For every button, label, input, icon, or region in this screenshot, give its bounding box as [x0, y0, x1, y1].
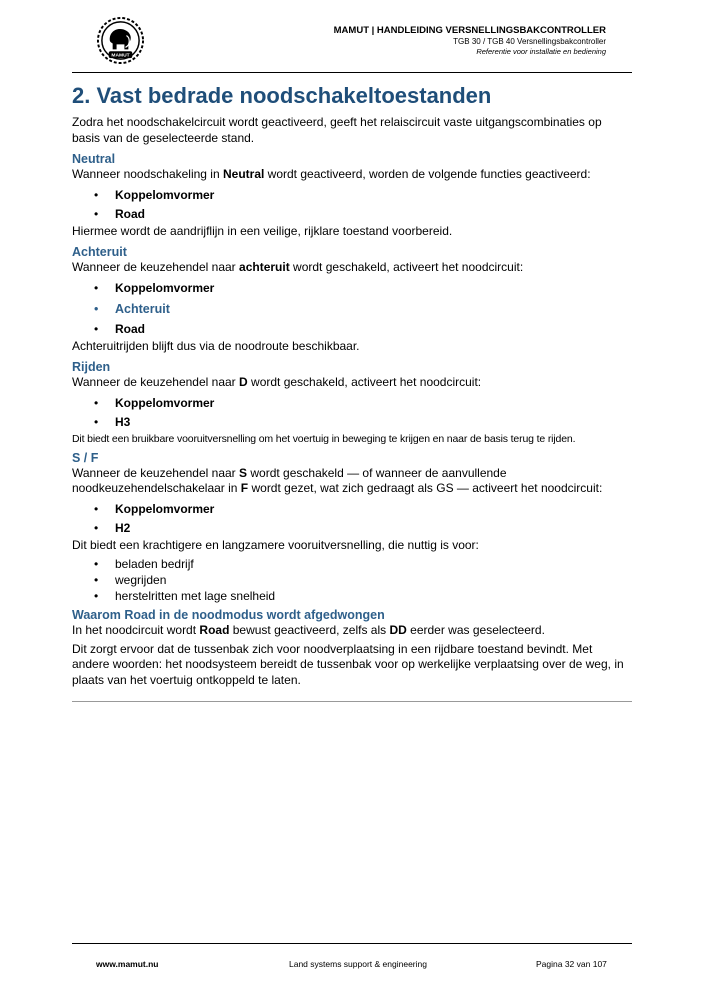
sf-list — [72, 497, 632, 538]
svg-text:MAMUT: MAMUT — [111, 53, 130, 59]
neutral-heading: Neutral — [72, 152, 116, 166]
list-item: • Koppelomvormer — [72, 279, 632, 298]
list-item: • H2 — [72, 519, 632, 538]
list-item: • Road — [72, 205, 632, 224]
sf-text: Wanneer de keuzehendel naar S wordt geschakeld — of wanneer de aanvullende noodkeuzehendelschakelaar in F wordt gezet, wat zich gedraagt als GS — activeert het noodcircuit: — [72, 465, 603, 495]
sf-heading: S / F — [72, 450, 99, 465]
header-block — [334, 25, 606, 57]
reverse-text: Wanneer de keuzehendel naar achteruit wordt geschakeld, activeert het noodcircuit: — [72, 260, 524, 274]
road-text-2: Dit zorgt ervoor dat de tussenbak zich voor noodverplaatsing in een rijdbare toestand bevindt. Met andere woorden: het noodsysteem bereidt de tussenbak voor op werkelijke verplaatsing over de weg, in plaats van het voertuig ontkoppeld te laten. — [72, 641, 624, 687]
list-item: • herstelritten met lage snelheid — [72, 588, 632, 604]
list-item: • Koppelomvormer — [72, 186, 632, 205]
content-end-rule — [72, 701, 632, 702]
list-item: • Achteruit — [72, 298, 632, 320]
list-item: • Koppelomvormer — [72, 500, 632, 519]
neutral-list — [72, 183, 632, 224]
list-item: • Koppelomvormer — [72, 394, 632, 413]
sf-note: Dit biedt een krachtigere en langzamere vooruitversnelling, die nuttig is voor: — [72, 537, 479, 552]
road-heading: Waarom Road in de noodmodus wordt afgedwongen — [72, 608, 385, 622]
list-item: • beladen bedrijf — [72, 556, 632, 572]
list-item: • wegrijden — [72, 572, 632, 588]
header-title: MAMUT | HANDLEIDING VERSNELLINGSBAKCONTROLLER — [333, 25, 606, 36]
drive-text: Wanneer de keuzehendel naar D wordt geschakeld, activeert het noodcircuit: — [72, 375, 482, 389]
footer-website-link[interactable]: www.mamut.nu — [96, 959, 159, 969]
sf-uses-list — [72, 553, 632, 604]
header-tagline: Referentie voor installatie en bediening — [476, 47, 606, 56]
drive-note: Dit biedt een bruikbare vooruitversnelling om het voertuig in beweging te krijgen en naar de basis terug te rijden. — [72, 432, 576, 445]
reverse-heading: Achteruit — [72, 245, 127, 259]
drive-heading: Rijden — [72, 360, 111, 374]
page-content — [72, 83, 632, 688]
reverse-list — [72, 276, 632, 339]
page-number: Pagina 32 van 107 — [536, 959, 607, 969]
header-rule — [72, 72, 632, 73]
drive-list — [72, 391, 632, 432]
header-subtitle: TGB 30 / TGB 40 Versnellingsbakcontroller — [453, 37, 606, 46]
section-intro: Zodra het noodschakelcircuit wordt geactiveerd, geeft het relaiscircuit vaste uitgangscombinaties op basis van de geselecteerde stand. — [72, 115, 602, 145]
road-text-1: In het noodcircuit wordt Road bewust geactiveerd, zelfs als DD eerder was geselecteerd. — [72, 623, 545, 637]
list-item: • H3 — [72, 413, 632, 432]
neutral-note: Hiermee wordt de aandrijflijn in een veilige, rijklare toestand voorbereid. — [72, 223, 453, 238]
footer-center-text: Land systems support & engineering — [289, 959, 427, 969]
footer-rule — [72, 943, 632, 944]
mamut-logo — [96, 16, 145, 65]
reverse-note: Achteruitrijden blijft dus via de noodroute beschikbaar. — [72, 338, 360, 353]
list-item: • Road — [72, 320, 632, 339]
neutral-text: Wanneer noodschakeling in Neutral wordt geactiveerd, worden de volgende functies geactiveerd: — [72, 167, 591, 181]
section-title: 2. Vast bedrade noodschakeltoestanden — [72, 83, 492, 108]
